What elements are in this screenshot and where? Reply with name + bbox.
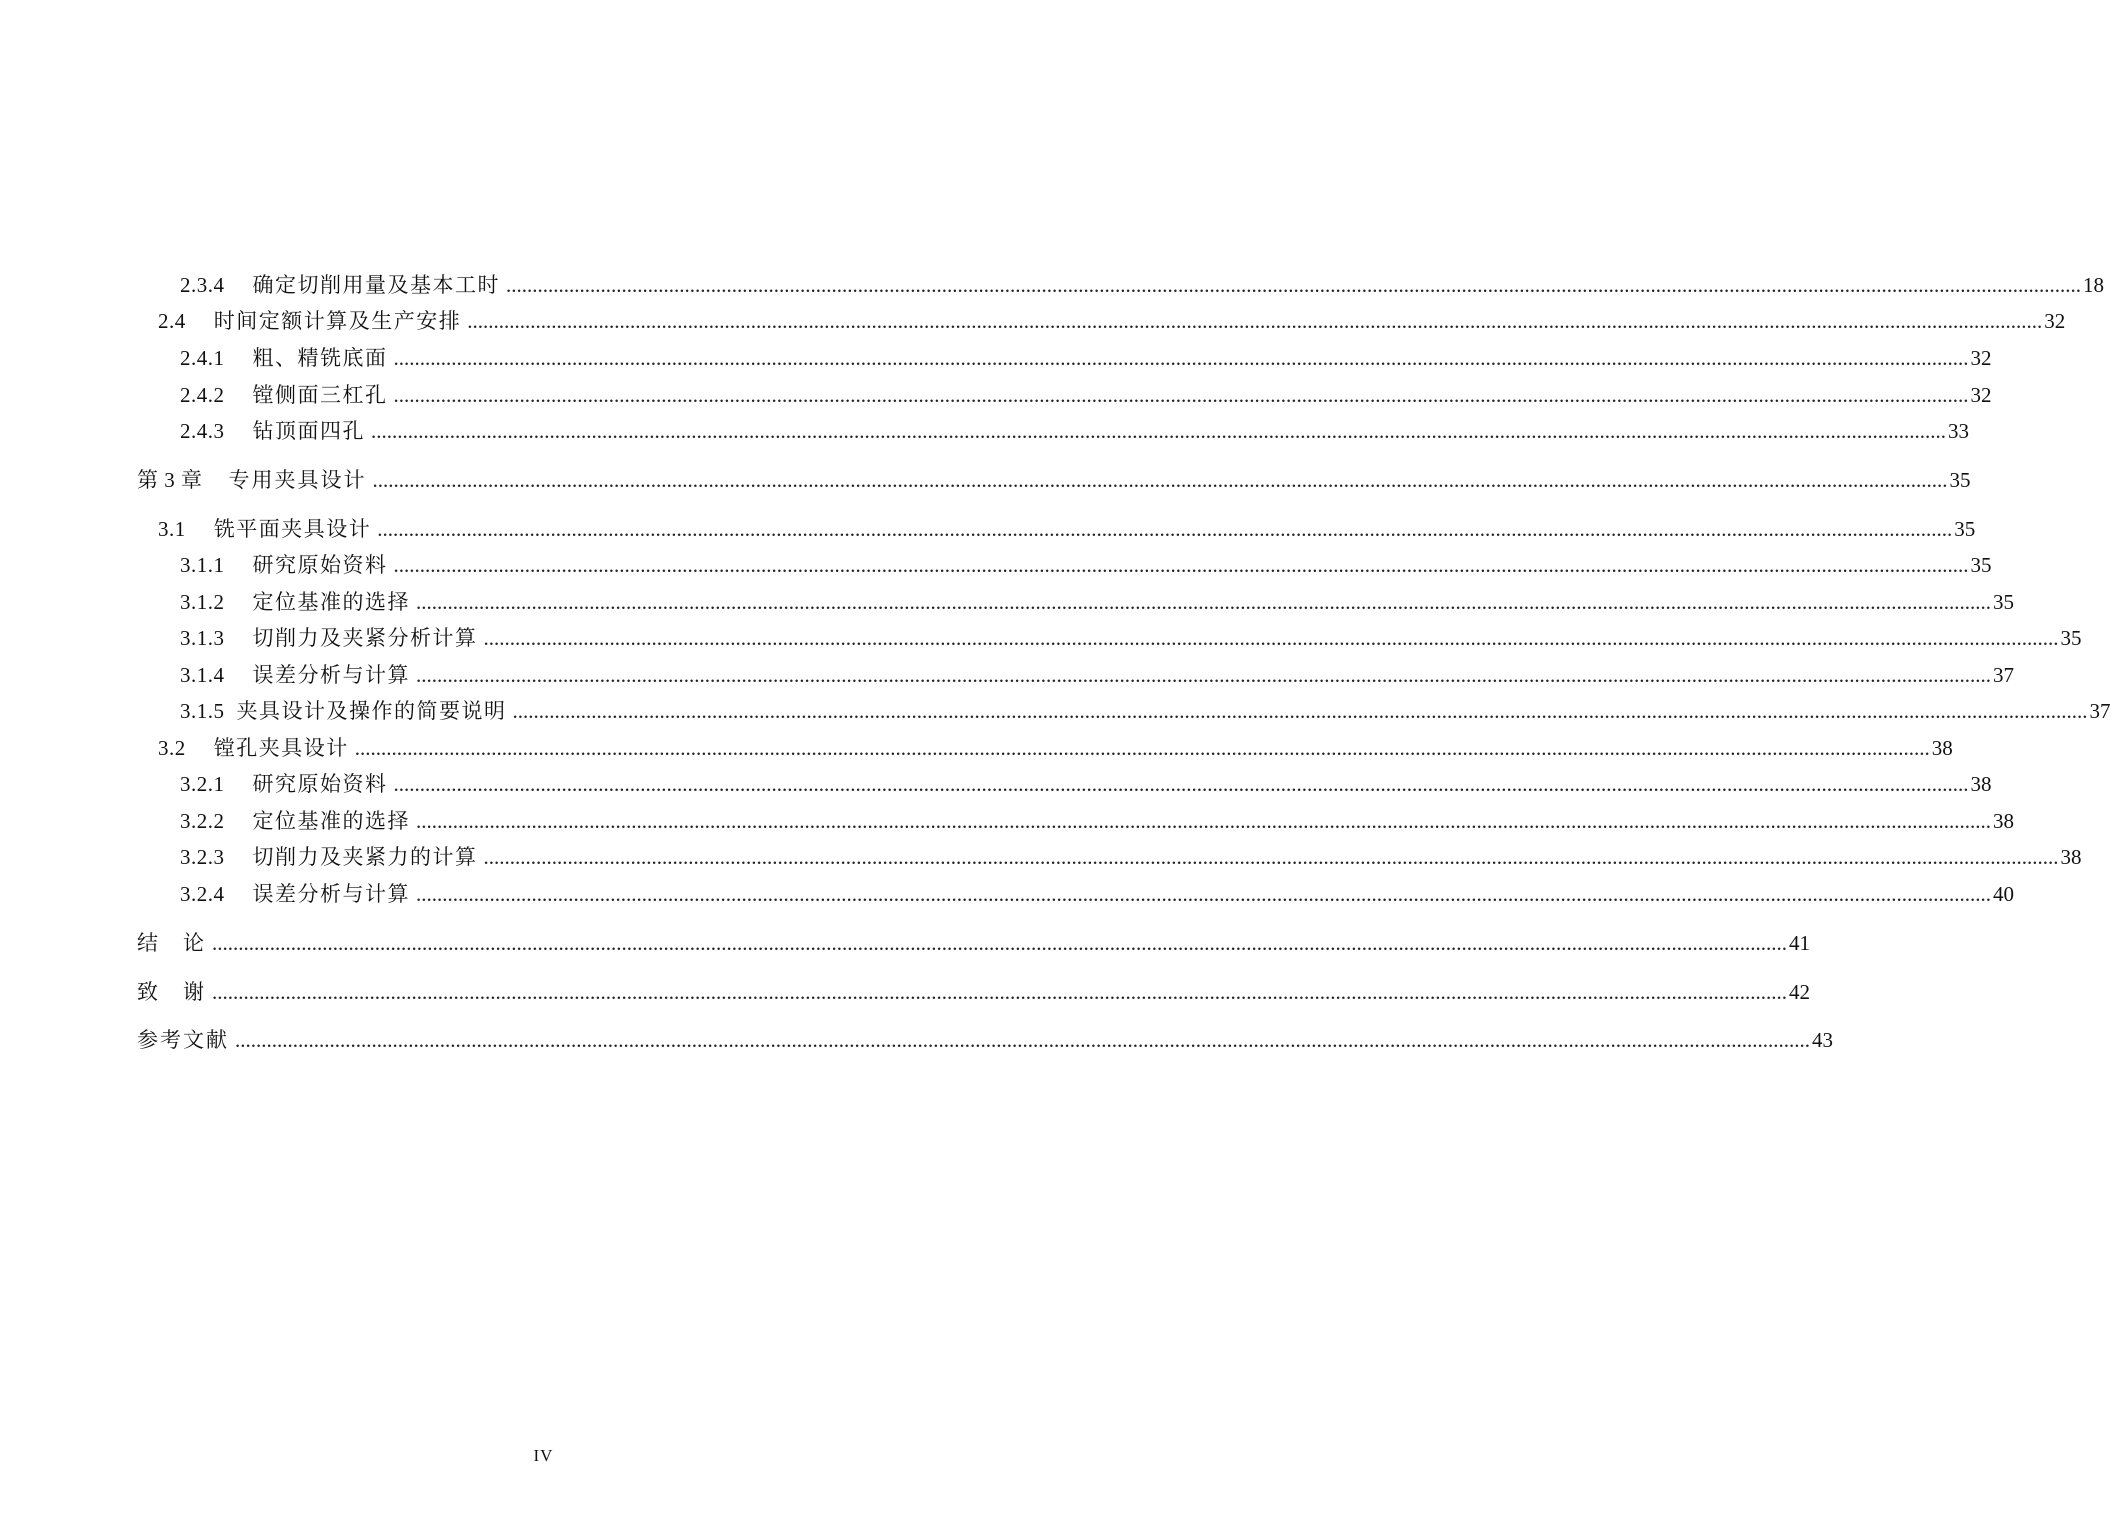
toc-leader-dots: ............................................................................................................................................................................................................................................................................................................ (483, 845, 2059, 869)
toc-entry-page: 38 (2060, 845, 2082, 869)
toc-entry-page: 42 (1789, 980, 1810, 1004)
toc-leader-dots: ............................................................................................................................................................................................................................................................................................................ (371, 419, 1946, 443)
toc-entry-page: 33 (1948, 419, 1969, 443)
toc-entry-title: 结 论 (137, 931, 206, 955)
toc-entry-page: 37 (1993, 663, 2014, 687)
toc-leader-dots: ............................................................................................................................................................................................................................................................................................................ (393, 553, 1969, 577)
toc-leader-dots: ............................................................................................................................................................................................................................................................................................................ (393, 383, 1969, 407)
toc-entry[interactable] (0, 928, 1810, 958)
toc-entry-title: 致 谢 (137, 980, 206, 1004)
toc-entry-number: 2.4.1 (180, 346, 225, 370)
toc-entry-page: 35 (2060, 626, 2082, 650)
toc-leader-dots: ............................................................................................................................................................................................................................................................................................................ (506, 273, 2081, 297)
toc-entry-title: 定位基准的选择 (252, 809, 410, 833)
toc-leader-dots: ............................................................................................................................................................................................................................................................................................................ (467, 309, 2043, 333)
toc-entry-line (137, 1025, 1833, 1055)
toc-entry-line (158, 306, 2066, 336)
toc-entry-title: 夹具设计及操作的简要说明 (236, 699, 507, 723)
toc-entry-title: 粗、精铣底面 (252, 346, 388, 370)
toc-entry-page: 43 (1812, 1028, 1833, 1052)
toc-entry-title: 研究原始资料 (252, 553, 388, 577)
toc-entry-title: 铣平面夹具设计 (213, 517, 372, 541)
toc-entry[interactable] (0, 306, 2066, 336)
toc-leader-dots: ............................................................................................................................................................................................................................................................................................................ (483, 626, 2059, 650)
toc-entry[interactable] (0, 879, 2014, 909)
toc-entry-number: 3.2.3 (180, 845, 225, 869)
toc-entry-page: 38 (1931, 736, 1953, 760)
toc-entry-page: 32 (1970, 346, 1992, 370)
toc-entry-page: 41 (1789, 931, 1810, 955)
toc-entry-number: 3.1.1 (180, 553, 225, 577)
toc-entry-page: 37 (2089, 699, 2111, 723)
toc-entry-line (158, 733, 1953, 763)
toc-entry-title: 切削力及夹紧力的计算 (252, 845, 478, 869)
toc-entry-number: 3.2.4 (180, 882, 225, 906)
toc-leader-dots: ............................................................................................................................................................................................................................................................................................................ (393, 346, 1969, 370)
toc-entry-line (158, 514, 1976, 544)
toc-entry-line (180, 343, 1992, 373)
toc-entry-title: 误差分析与计算 (252, 663, 410, 687)
page-number-footer: IV (533, 1446, 554, 1465)
toc-entry-line (180, 806, 2014, 836)
toc-entry[interactable] (0, 623, 2082, 653)
toc-entry[interactable] (0, 514, 1976, 544)
toc-entry-page: 40 (1993, 882, 2014, 906)
toc-entry[interactable] (0, 806, 2014, 836)
toc-entry-page: 32 (1970, 383, 1992, 407)
toc-entry[interactable] (0, 1025, 1833, 1055)
toc-entry-title: 参考文献 (137, 1028, 229, 1052)
toc-entry[interactable] (0, 842, 2082, 872)
toc-entry-number: 3.1.5 (180, 699, 225, 723)
toc-entry-title: 镗侧面三杠孔 (252, 383, 388, 407)
toc-entry[interactable] (0, 696, 2111, 726)
toc-entry[interactable] (0, 465, 1971, 495)
toc-entry[interactable] (0, 416, 1969, 446)
toc-entry-number: 3.2.1 (180, 772, 225, 796)
toc-entry-number: 3.1.2 (180, 590, 225, 614)
toc-leader-dots: ............................................................................................................................................................................................................................................................................................................ (372, 468, 1948, 492)
toc-entry[interactable] (0, 660, 2014, 690)
toc-leader-dots: ............................................................................................................................................................................................................................................................................................................ (212, 980, 1787, 1004)
toc-entry[interactable] (0, 587, 2014, 617)
toc-entry-title: 确定切削用量及基本工时 (252, 273, 500, 297)
toc-entry[interactable] (0, 769, 1992, 799)
toc-entry-page: 35 (1954, 517, 1976, 541)
toc-entry-line (180, 879, 2014, 909)
toc-leader-dots: ............................................................................................................................................................................................................................................................................................................ (416, 882, 1991, 906)
toc-entry-line (137, 928, 1810, 958)
toc-entry-line (180, 550, 1992, 580)
toc-entry-page: 18 (2083, 273, 2104, 297)
toc-entry-number: 2.4 (158, 309, 186, 333)
toc-entry-page: 35 (1970, 553, 1992, 577)
toc-entry[interactable] (0, 380, 1992, 410)
toc-leader-dots: ............................................................................................................................................................................................................................................................................................................ (212, 931, 1787, 955)
toc-entry-page: 35 (1949, 468, 1971, 492)
toc-entry-number: 3.1.3 (180, 626, 225, 650)
toc-leader-dots: ............................................................................................................................................................................................................................................................................................................ (416, 590, 1991, 614)
toc-entry-line (180, 696, 2111, 726)
toc-leader-dots: ............................................................................................................................................................................................................................................................................................................ (393, 772, 1969, 796)
toc-entry-line (180, 842, 2082, 872)
toc-leader-dots: ............................................................................................................................................................................................................................................................................................................ (235, 1028, 1810, 1052)
toc-entry-line (180, 587, 2014, 617)
toc-entry-line (137, 977, 1810, 1007)
toc-entry-page: 32 (2044, 309, 2066, 333)
toc-leader-dots: ............................................................................................................................................................................................................................................................................................................ (377, 517, 1953, 541)
toc-entry-page: 35 (1993, 590, 2014, 614)
toc-entry-page: 38 (1993, 809, 2014, 833)
toc-entry[interactable] (0, 270, 2104, 300)
toc-entry-line (180, 380, 1992, 410)
toc-entry-number: 2.4.3 (180, 419, 225, 443)
toc-entry-title: 定位基准的选择 (252, 590, 410, 614)
toc-entry-title: 镗孔夹具设计 (213, 736, 349, 760)
toc-entry-number: 3.2 (158, 736, 186, 760)
toc-entry-line (180, 623, 2082, 653)
toc-entry-title: 时间定额计算及生产安排 (213, 309, 462, 333)
toc-entry-number: 2.4.2 (180, 383, 225, 407)
toc-entry-title: 专用夹具设计 (228, 468, 367, 492)
toc-entry-line (180, 270, 2104, 300)
toc-entry-number: 2.3.4 (180, 273, 225, 297)
toc-entry-title: 切削力及夹紧分析计算 (252, 626, 478, 650)
toc-entry-title: 误差分析与计算 (252, 882, 410, 906)
toc-entry[interactable] (0, 550, 1992, 580)
toc-entry-line (180, 769, 1992, 799)
toc-entry[interactable] (0, 343, 1992, 373)
toc-entry-line (137, 465, 1971, 495)
toc-leader-dots: ............................................................................................................................................................................................................................................................................................................ (354, 736, 1930, 760)
toc-entry-title: 研究原始资料 (252, 772, 388, 796)
toc-entry-number: 3.1 (158, 517, 186, 541)
toc-leader-dots: ............................................................................................................................................................................................................................................................................................................ (416, 663, 1991, 687)
toc-entry-page: 38 (1970, 772, 1992, 796)
toc-entry-title: 钻顶面四孔 (252, 419, 365, 443)
toc-entry-number: 3.1.4 (180, 663, 225, 687)
toc-entry-number: 第 3 章 (137, 468, 203, 492)
toc-leader-dots: ............................................................................................................................................................................................................................................................................................................ (512, 699, 2088, 723)
toc-leader-dots: ............................................................................................................................................................................................................................................................................................................ (416, 809, 1991, 833)
toc-entry-number: 3.2.2 (180, 809, 225, 833)
toc-entry[interactable] (0, 977, 1810, 1007)
toc-entry[interactable] (0, 733, 1953, 763)
toc-entry-line (180, 660, 2014, 690)
toc-entry-line (180, 416, 1969, 446)
